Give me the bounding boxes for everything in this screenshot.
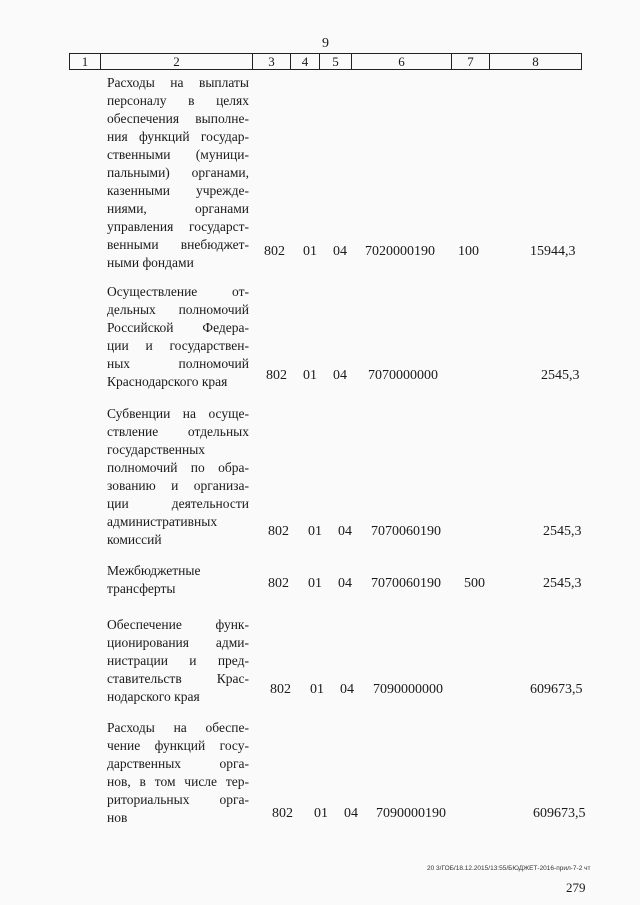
description-line: ставительств Крас- — [107, 671, 249, 686]
cell-c3: 802 — [264, 244, 285, 259]
description-line: ных полномочий — [107, 356, 249, 371]
description-line: нов, в том числе тер- — [107, 774, 249, 789]
cell-c8: 15944,3 — [530, 244, 576, 259]
cell-c8: 2545,3 — [543, 576, 582, 591]
description-line: Обеспечение функ- — [107, 617, 249, 632]
description-line: ственными (муници- — [107, 147, 249, 162]
cell-c8: 2545,3 — [543, 524, 582, 539]
cell-c4: 01 — [303, 244, 317, 259]
description-line: Расходы на обеспе- — [107, 720, 249, 735]
description-line: управления государст- — [107, 219, 249, 234]
header-col-2: 2 — [101, 54, 253, 69]
row-description — [107, 74, 249, 272]
cell-c6: 7070060190 — [371, 576, 441, 591]
description-line: трансферты — [107, 581, 176, 596]
description-line: ции деятельности — [107, 496, 249, 511]
cell-c6: 7070000000 — [368, 368, 438, 383]
description-line: ниями, органами — [107, 201, 249, 216]
description-line: чение функций госу- — [107, 738, 249, 753]
cell-c7: 500 — [464, 576, 485, 591]
row-description — [107, 562, 249, 598]
cell-c3: 802 — [270, 682, 291, 697]
description-line: венными внебюджет- — [107, 237, 249, 252]
cell-c8: 609673,5 — [533, 806, 586, 821]
description-line: ствление отдельных — [107, 424, 249, 439]
cell-c3: 802 — [268, 524, 289, 539]
cell-c5: 04 — [333, 368, 347, 383]
description-line: ными фондами — [107, 255, 194, 270]
description-line: комиссий — [107, 532, 162, 547]
row-description — [107, 405, 249, 549]
cell-c8: 2545,3 — [541, 368, 580, 383]
description-line: Осуществление от- — [107, 284, 249, 299]
description-line: государственных — [107, 442, 206, 457]
description-line: казенными учрежде- — [107, 183, 249, 198]
row-description — [107, 719, 249, 827]
cell-c4: 01 — [308, 524, 322, 539]
header-col-6: 6 — [352, 54, 452, 69]
cell-c4: 01 — [308, 576, 322, 591]
cell-c8: 609673,5 — [530, 682, 583, 697]
header-col-4: 4 — [291, 54, 320, 69]
description-line: ции и государствен- — [107, 338, 249, 353]
description-line: нистрации и пред- — [107, 653, 249, 668]
row-description — [107, 616, 249, 706]
description-line: Краснодарского края — [107, 374, 228, 389]
cell-c6: 7090000000 — [373, 682, 443, 697]
description-line: пальными) органами, — [107, 165, 249, 180]
cell-c3: 802 — [268, 576, 289, 591]
row-description — [107, 283, 249, 391]
description-line: персоналу в целях — [107, 93, 249, 108]
description-line: Расходы на выплаты — [107, 75, 249, 90]
cell-c4: 01 — [314, 806, 328, 821]
cell-c6: 7090000190 — [376, 806, 446, 821]
description-line: Субвенции на осуще- — [107, 406, 249, 421]
table-header-row — [69, 53, 582, 70]
page-number-bottom: 279 — [566, 880, 586, 895]
cell-c5: 04 — [344, 806, 358, 821]
description-line: зованию и организа- — [107, 478, 249, 493]
cell-c5: 04 — [340, 682, 354, 697]
description-line: Межбюджетные — [107, 563, 201, 578]
description-line: административных — [107, 514, 218, 529]
description-line: нов — [107, 810, 128, 825]
cell-c5: 04 — [338, 576, 352, 591]
header-col-3: 3 — [253, 54, 291, 69]
cell-c4: 01 — [303, 368, 317, 383]
cell-c5: 04 — [338, 524, 352, 539]
cell-c4: 01 — [310, 682, 324, 697]
cell-c3: 802 — [266, 368, 287, 383]
header-col-8: 8 — [532, 54, 539, 69]
description-line: полномочий по обра- — [107, 460, 249, 475]
description-line: обеспечения выполне- — [107, 111, 249, 126]
cell-c7: 100 — [458, 244, 479, 259]
cell-c5: 04 — [333, 244, 347, 259]
description-line: нодарского края — [107, 689, 200, 704]
cell-c6: 7070060190 — [371, 524, 441, 539]
header-col-7: 7 — [452, 54, 490, 69]
cell-c3: 802 — [272, 806, 293, 821]
description-line: Российской Федера- — [107, 320, 249, 335]
description-line: дельных полномочий — [107, 302, 249, 317]
footer-stamp: 20 3/ГОБ/18.12.2015/13:55/БЮДЖЕТ-2016-прил-7-2 чт — [427, 865, 591, 872]
description-line: дарственных орга- — [107, 756, 249, 771]
description-line: ния функций государ- — [107, 129, 249, 144]
header-col-5: 5 — [320, 54, 352, 69]
cell-c6: 7020000190 — [365, 244, 435, 259]
description-line: риториальных орга- — [107, 792, 249, 807]
header-col-1: 1 — [70, 54, 101, 69]
description-line: ционирования адми- — [107, 635, 249, 650]
page-number-top: 9 — [322, 36, 329, 51]
